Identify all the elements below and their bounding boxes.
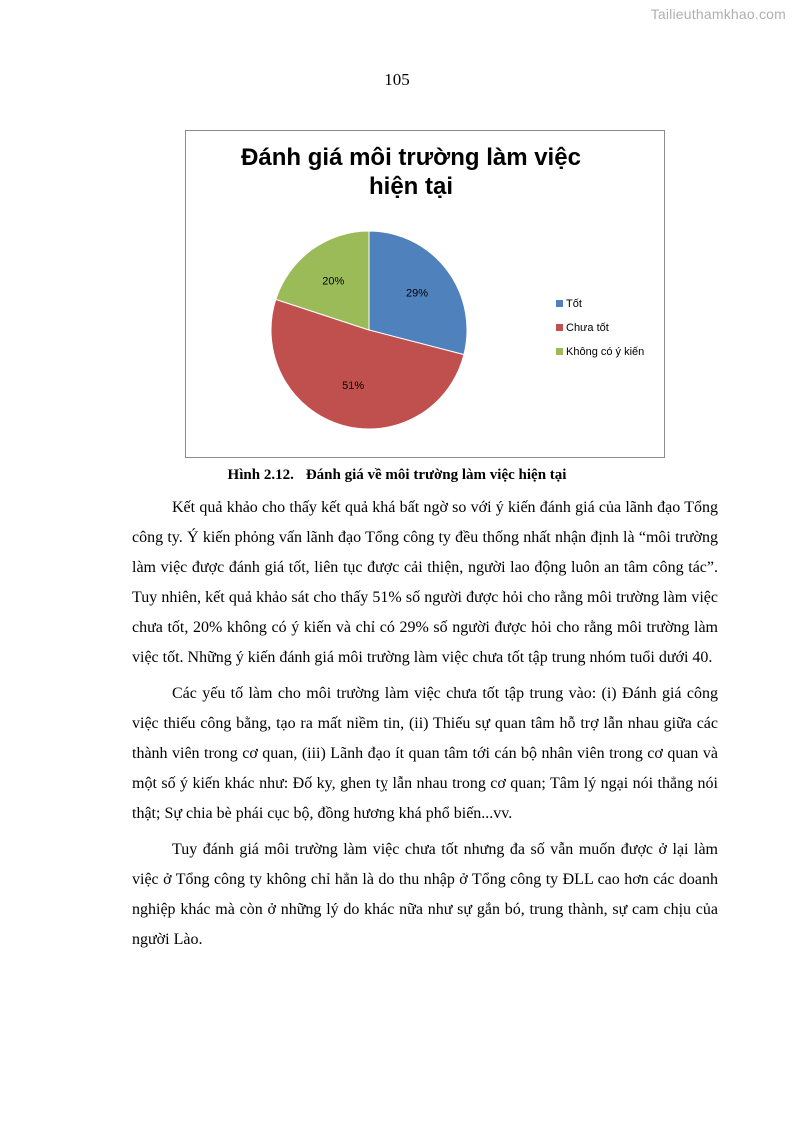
figure-caption-text: Đánh giá về môi trường làm việc hiện tại	[305, 467, 567, 483]
paragraph-3: Tuy đánh giá môi trường làm việc chưa tốt nhưng đa số vẫn muốn được ở lại làm việc ở Tổng công ty không chỉ hẳn là do thu nhập ở Tổng công ty ĐLL cao hơn các doanh nghiệp khác mà còn ở những lý do khác nữa như sự gắn bó, trung thành, sự cam chịu của người Lào.	[132, 841, 718, 948]
pie-plot-area	[186, 131, 666, 459]
legend-label-chua-tot: Chưa tốt	[566, 322, 609, 334]
legend-item-khong-co-y-kien	[556, 346, 644, 358]
chart-title-line-2: hiện tại	[368, 173, 453, 200]
legend-swatch-chua-tot	[556, 324, 563, 331]
legend-item-chua-tot	[556, 322, 609, 334]
figure-caption-number: Hình 2.12.	[227, 467, 294, 483]
legend-swatch-khong-co-y-kien	[556, 348, 563, 355]
pie-chart	[185, 130, 665, 458]
legend-label-tot: Tốt	[566, 298, 582, 310]
page-number: 105	[384, 70, 410, 89]
body-text	[132, 493, 718, 961]
data-label-tot: 29%	[405, 287, 429, 300]
paragraph-2: Các yếu tố làm cho môi trường làm việc chưa tốt tập trung vào: (i) Đánh giá công việc thiếu công bằng, tạo ra mất niềm tin, (ii) Thiếu sự quan tâm hỗ trợ lẫn nhau giữa các thành viên trong cơ quan, (iii) Lãnh đạo ít quan tâm tới cán bộ nhân viên trong cơ quan và một số ý kiến khác như: Đố ky, ghen tỵ lẫn nhau trong cơ quan; Tâm lý ngại nói thẳng nói thật; Sự chia bè phái cục bộ, đồng hương khá phổ biến...vv.	[132, 685, 718, 822]
data-label-chua-tot: 51%	[342, 380, 365, 393]
data-label-khong-co-y-kien: 20%	[322, 275, 345, 288]
paragraph-1: Kết quả khảo cho thấy kết quả khá bất ngờ so với ý kiến đánh giá của lãnh đạo Tổng công ty. Ý kiến phỏng vấn lãnh đạo Tổng công ty đều thống nhất nhận định là “môi trường làm việc được đánh giá tốt, liên tục được cải thiện, người lao động luôn an tâm công tác”. Tuy nhiên, kết quả khảo sát cho thấy 51% số người được hỏi cho rằng môi trường làm việc chưa tốt, 20% không có ý kiến và chỉ có 29% số người được hỏi cho rằng môi trường làm việc tốt. Những ý kiến đánh giá môi trường làm việc chưa tốt tập trung nhóm tuổi dưới 40.	[132, 499, 718, 666]
legend-swatch-tot	[556, 300, 563, 307]
chart-title-line-1: Đánh giá môi trường làm việc	[241, 144, 581, 171]
figure-caption	[0, 467, 794, 484]
watermark: Tailieuthamkhao.com	[650, 6, 786, 22]
legend-label-khong-co-y-kien: Không có ý kiến	[566, 346, 645, 358]
legend-item-tot	[556, 298, 582, 310]
